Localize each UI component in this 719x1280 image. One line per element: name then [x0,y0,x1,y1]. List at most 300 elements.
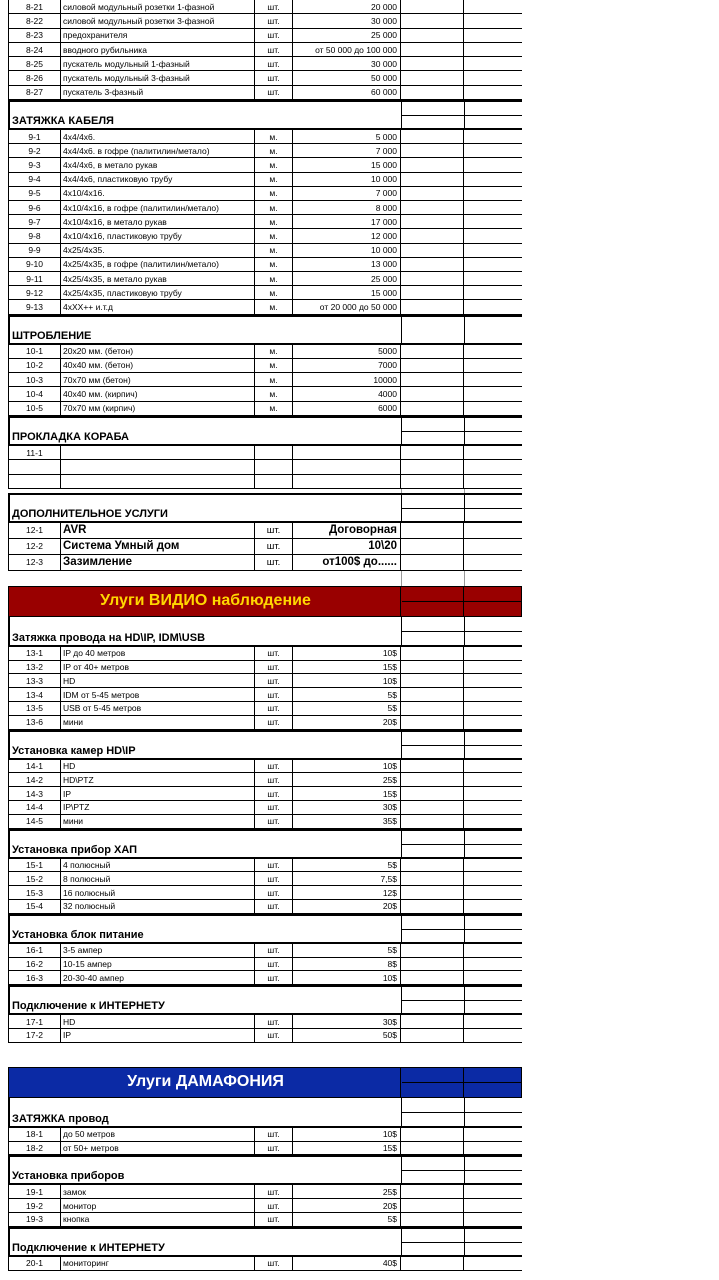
row-extra-cell [464,1257,520,1270]
table-row [8,359,522,373]
row-unit: шт. [255,958,293,971]
row-unit: шт. [255,57,293,70]
row-price: 10$ [293,674,401,687]
row-extra-cell [401,1213,464,1226]
row-name: мини [61,716,255,729]
row-code: 14-2 [8,773,61,786]
row-code: 14-1 [8,760,61,773]
row-extra-cell [401,43,464,56]
row-price: 10$ [293,647,401,660]
row-unit: шт. [255,0,293,13]
table-row [8,14,522,28]
row-unit: шт. [255,944,293,957]
row-extra-cell [464,29,520,42]
row-name: HD [61,760,255,773]
chasing-rows [8,345,522,416]
row-code: 9-10 [8,258,61,271]
row-name [61,460,255,473]
row-code: 9-4 [8,173,61,186]
row-name: 40х40 мм. (кирпич) [61,387,255,400]
row-unit [255,446,293,459]
row-price: 10 000 [293,244,401,257]
section-title: ПРОКЛАДКА КОРАБА [12,431,130,443]
row-extra-cell [401,773,464,786]
psu-rows [8,944,522,985]
row-price: 50 000 [293,71,401,84]
row-unit: м. [255,130,293,143]
row-name: 4х10/4х16. [61,187,255,200]
row-extra-cell [401,971,464,984]
table-row [8,258,522,272]
table-row [8,373,522,387]
row-code: 19-2 [8,1199,61,1212]
row-extra-cell [464,373,520,386]
row-name: IP [61,787,255,800]
row-price: 7 000 [293,187,401,200]
row-unit: шт. [255,1015,293,1028]
row-code: 17-1 [8,1015,61,1028]
row-extra-cell [401,86,464,99]
row-extra-cell [401,539,464,554]
row-extra-cell [464,71,520,84]
row-name: 4 полюсный [61,859,255,872]
row-extra-cell [401,859,464,872]
row-price: 6000 [293,402,401,415]
row-extra-cell [401,144,464,157]
row-extra-cell [401,258,464,271]
row-unit: м. [255,187,293,200]
cameras-rows [8,760,522,829]
row-unit: шт. [255,760,293,773]
row-unit: м. [255,258,293,271]
row-extra-cell [464,674,520,687]
row-extra-cell [464,886,520,899]
section-title: ЗАТЯЖКА провод [12,1112,109,1125]
row-name: IP от 40+ метров [61,661,255,674]
row-extra-cell [464,647,520,660]
row-price: 5$ [293,688,401,701]
row-extra-cell [401,1029,464,1042]
row-price: 25 000 [293,29,401,42]
row-name: мониторинг [61,1257,255,1270]
table-row [8,661,522,675]
row-extra-cell [401,900,464,913]
row-extra-cell [464,1185,520,1198]
row-price: 5000 [293,345,401,358]
row-extra-cell [401,886,464,899]
table-row [8,773,522,787]
row-price: 30 000 [293,57,401,70]
row-unit: м. [255,244,293,257]
row-unit: шт. [255,971,293,984]
internet2-rows [8,1257,522,1271]
row-price: 5$ [293,702,401,715]
row-extra-cell [464,387,520,400]
row-extra-cell [401,787,464,800]
row-code: 18-1 [8,1128,61,1141]
row-name: от 50+ метров [61,1142,255,1155]
row-name: Зазимление [61,555,255,570]
row-extra-cell [401,300,464,313]
row-name: монитор [61,1199,255,1212]
row-code [8,475,61,488]
table-row [8,244,522,258]
table-row [8,688,522,702]
row-unit: м. [255,402,293,415]
row-price: 15$ [293,787,401,800]
row-name: HD [61,1015,255,1028]
row-unit: м. [255,387,293,400]
row-extra-cell [401,0,464,13]
table-row [8,86,522,100]
row-price: 60 000 [293,86,401,99]
table-row [8,402,522,416]
table-row [8,859,522,873]
row-name: 4х25/4х35, пластиковую трубу [61,286,255,299]
row-extra-cell [464,661,520,674]
table-row [8,387,522,401]
row-extra-cell [464,900,520,913]
table-row [8,300,522,314]
row-extra-cell [401,801,464,814]
row-price: 15 000 [293,286,401,299]
row-name: 4х10/4х16, пластиковую трубу [61,229,255,242]
row-name: 4х10/4х16, в метало рукав [61,215,255,228]
table-row [8,787,522,801]
table-row [8,647,522,661]
row-extra-cell [401,29,464,42]
row-code: 12-1 [8,523,61,538]
table-row [8,446,522,460]
section-title: ЗАТЯЖКА КАБЕЛЯ [12,115,114,128]
row-unit: шт. [255,1213,293,1226]
row-extra-cell [401,272,464,285]
row-price: 12 000 [293,229,401,242]
row-code: 16-1 [8,944,61,957]
row-code: 13-5 [8,702,61,715]
row-unit: м. [255,272,293,285]
row-price: 20$ [293,716,401,729]
row-price: от 20 000 до 50 000 [293,300,401,313]
row-name: предохранителя [61,29,255,42]
row-unit: шт. [255,29,293,42]
row-name: замок [61,1185,255,1198]
row-unit: м. [255,201,293,214]
row-price: 8 000 [293,201,401,214]
row-code: 13-1 [8,647,61,660]
row-extra-cell [464,57,520,70]
row-code: 18-2 [8,1142,61,1155]
row-unit: шт. [255,555,293,570]
row-code: 16-2 [8,958,61,971]
row-price: 15$ [293,661,401,674]
section-title: Подключение к ИНТЕРНЕТУ [12,1000,165,1013]
row-extra-cell [464,446,520,459]
section-title: Установка блок питание [12,928,144,941]
row-extra-cell [464,14,520,27]
row-unit: шт. [255,787,293,800]
row-price: 15 000 [293,158,401,171]
row-price: 5$ [293,859,401,872]
row-name: Система Умный дом [61,539,255,554]
row-extra-cell [464,1128,520,1141]
row-name: 4х4/4х6, в метало рукав [61,158,255,171]
row-name: 20-30-40 ампер [61,971,255,984]
row-code: 15-4 [8,900,61,913]
row-unit: шт. [255,872,293,885]
row-name: 4х10/4х16, в гофре (палитилин/метало) [61,201,255,214]
row-extra-cell [401,201,464,214]
table-row [8,971,522,985]
row-extra-cell [464,1142,520,1155]
row-price: 10000 [293,373,401,386]
row-name: 4х4/4х6, пластиковую трубу [61,173,255,186]
table-row [8,345,522,359]
row-extra-cell [464,760,520,773]
section-title: Подключение к ИНТЕРНЕТУ [12,1241,165,1254]
row-price: Договорная [293,523,401,538]
row-unit: шт. [255,1142,293,1155]
row-unit: шт. [255,523,293,538]
row-extra-cell [464,859,520,872]
row-unit: шт. [255,1185,293,1198]
row-code: 9-12 [8,286,61,299]
row-name [61,446,255,459]
section-header-internet1 [8,985,522,1015]
row-extra-cell [464,1213,520,1226]
table-row [8,43,522,57]
row-extra-cell [464,173,520,186]
row-extra-cell [464,555,520,570]
row-extra-cell [401,475,464,488]
row-name: силовой модульный розетки 3-фазной [61,14,255,27]
row-extra-cell [464,201,520,214]
row-price [293,460,401,473]
row-extra-cell [401,1199,464,1212]
row-extra-cell [464,815,520,828]
row-name: 4х4/4х6. [61,130,255,143]
table-row [8,702,522,716]
row-unit: м. [255,158,293,171]
section-header-cameras [8,730,522,760]
row-extra-cell [464,460,520,473]
row-extra-cell [464,475,520,488]
table-row [8,958,522,972]
row-price: 5 000 [293,130,401,143]
section-title: Установка приборов [12,1170,125,1183]
row-code: 17-2 [8,1029,61,1042]
table-row [8,475,522,489]
row-name: 16 полюсный [61,886,255,899]
row-extra-cell [401,14,464,27]
table-row [8,158,522,172]
table-row [8,944,522,958]
row-extra-cell [464,158,520,171]
extra-rows [8,523,522,571]
row-name: 4х25/4х35, в метало рукав [61,272,255,285]
row-code: 14-5 [8,815,61,828]
row-unit: шт. [255,900,293,913]
table-row [8,815,522,829]
row-extra-cell [401,57,464,70]
row-price: 8$ [293,958,401,971]
row-extra-cell [464,958,520,971]
row-name: 32 полюсный [61,900,255,913]
row-price: 30$ [293,1015,401,1028]
row-name: мини [61,815,255,828]
row-code: 10-5 [8,402,61,415]
row-price: 25$ [293,1185,401,1198]
row-code: 8-27 [8,86,61,99]
row-extra-cell [464,345,520,358]
row-extra-cell [401,1257,464,1270]
row-price: от 50 000 до 100 000 [293,43,401,56]
row-code: 8-23 [8,29,61,42]
row-unit: м. [255,144,293,157]
row-extra-cell [401,373,464,386]
row-unit: шт. [255,716,293,729]
row-price: 5$ [293,1213,401,1226]
row-price: 17 000 [293,215,401,228]
row-unit: м. [255,300,293,313]
row-code [8,460,61,473]
row-price: 7,5$ [293,872,401,885]
box-rows [8,446,522,489]
row-price: 10\20 [293,539,401,554]
row-extra-cell [464,716,520,729]
row-unit: шт. [255,674,293,687]
row-name: AVR [61,523,255,538]
row-price: 40$ [293,1257,401,1270]
table-row [8,286,522,300]
row-extra-cell [464,272,520,285]
row-code: 9-13 [8,300,61,313]
row-code: 14-4 [8,801,61,814]
row-extra-cell [401,1015,464,1028]
row-code: 8-24 [8,43,61,56]
row-unit: м. [255,373,293,386]
section-title: Установка прибор ХАП [12,843,138,856]
table-row [8,71,522,85]
row-name: 10-15 ампер [61,958,255,971]
row-code: 8-25 [8,57,61,70]
row-price: 30 000 [293,14,401,27]
row-extra-cell [464,359,520,372]
row-code: 15-1 [8,859,61,872]
row-code: 13-4 [8,688,61,701]
row-extra-cell [401,1142,464,1155]
table-row [8,215,522,229]
row-price: 10$ [293,1128,401,1141]
row-extra-cell [464,787,520,800]
row-extra-cell [464,1029,520,1042]
row-name: пускатель модульный 1-фазный [61,57,255,70]
row-extra-cell [464,971,520,984]
row-extra-cell [464,144,520,157]
row-unit: шт. [255,1128,293,1141]
row-extra-cell [401,760,464,773]
row-price: 25$ [293,773,401,786]
row-unit: шт. [255,1199,293,1212]
row-extra-cell [401,1128,464,1141]
row-unit: шт. [255,647,293,660]
section-title: Установка камер HD\IP [12,744,136,757]
row-extra-cell [401,402,464,415]
table-row [8,229,522,243]
section-header-hap [8,829,522,859]
row-code: 9-9 [8,244,61,257]
row-price: 15$ [293,1142,401,1155]
row-extra-cell [401,1185,464,1198]
row-name: кнопка [61,1213,255,1226]
row-code: 9-8 [8,229,61,242]
row-price: 25 000 [293,272,401,285]
row-name: силовой модульный розетки 1-фазной [61,0,255,13]
row-price: 50$ [293,1029,401,1042]
row-price: 7 000 [293,144,401,157]
row-code: 8-26 [8,71,61,84]
row-code: 19-1 [8,1185,61,1198]
row-price: 10$ [293,971,401,984]
section-header-video-wire [8,617,522,647]
table-row [8,1185,522,1199]
table-row [8,0,522,14]
row-unit [255,475,293,488]
row-name: IP до 40 метров [61,647,255,660]
table-row [8,674,522,688]
row-unit: шт. [255,688,293,701]
table-row [8,187,522,201]
price-sheet [8,0,522,1271]
row-extra-cell [401,446,464,459]
row-extra-cell [401,523,464,538]
row-code: 19-3 [8,1213,61,1226]
row-price: 10 000 [293,173,401,186]
row-name: 70х70 мм (бетон) [61,373,255,386]
row-code: 10-3 [8,373,61,386]
row-extra-cell [464,688,520,701]
row-code: 9-3 [8,158,61,171]
row-extra-cell [464,801,520,814]
cable-rows [8,130,522,314]
table-row [8,57,522,71]
section-header-box [8,416,522,446]
table-row [8,900,522,914]
row-price: 5$ [293,944,401,957]
row-unit: м. [255,173,293,186]
row-code: 15-2 [8,872,61,885]
row-extra-cell [464,215,520,228]
row-code: 16-3 [8,971,61,984]
row-code: 10-4 [8,387,61,400]
row-extra-cell [401,229,464,242]
row-extra-cell [464,286,520,299]
row-price: 30$ [293,801,401,814]
row-name: 20х20 мм. (бетон) [61,345,255,358]
row-extra-cell [401,387,464,400]
row-unit: шт. [255,815,293,828]
row-unit: м. [255,359,293,372]
row-code: 12-2 [8,539,61,554]
row-code: 10-1 [8,345,61,358]
row-code: 9-7 [8,215,61,228]
row-name: 4х25/4х35, в гофре (палитилин/метало) [61,258,255,271]
row-name: 70х70 мм (кирпич) [61,402,255,415]
section-header-cable [8,100,522,130]
table-row [8,523,522,539]
hap-rows [8,859,522,914]
row-unit: шт. [255,859,293,872]
